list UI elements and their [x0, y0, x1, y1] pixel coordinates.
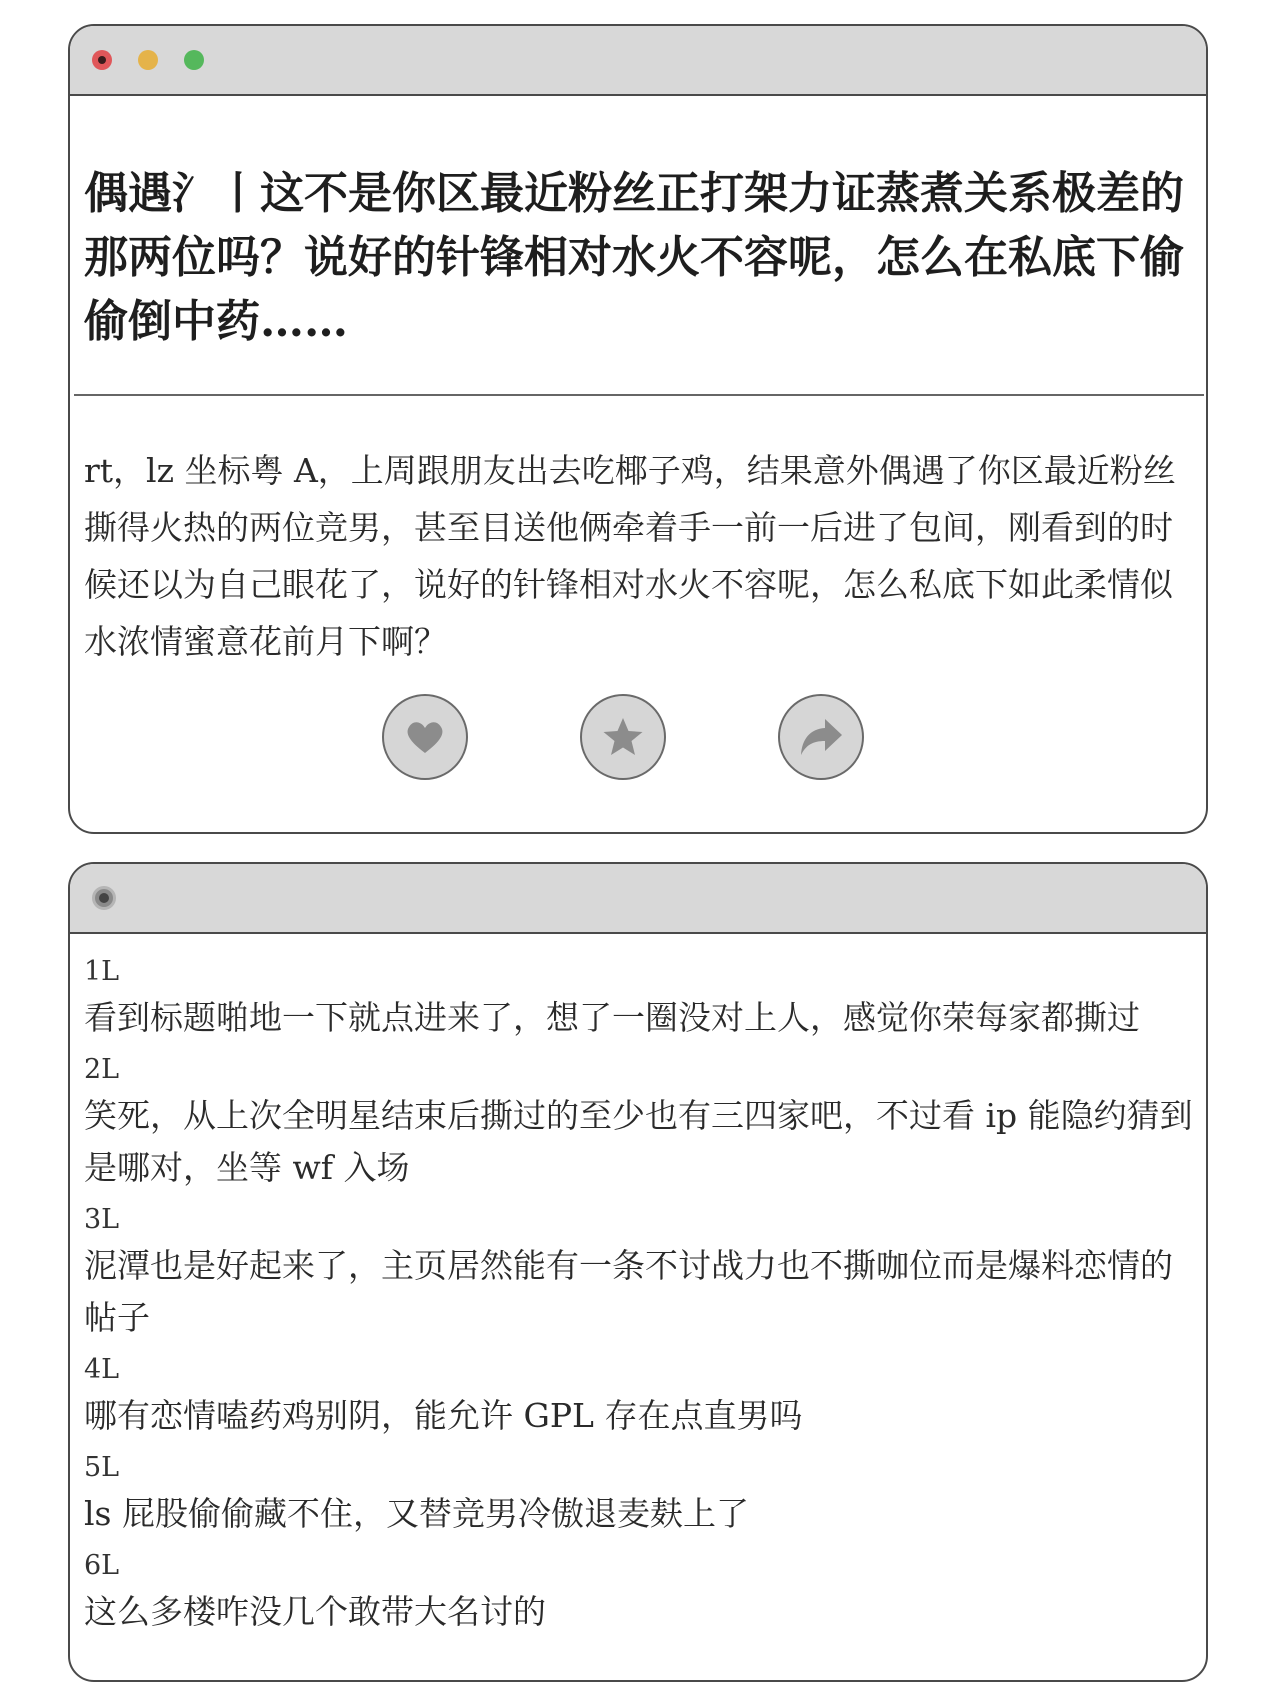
floor-label: 2L [84, 1054, 120, 1085]
maximize-dot-icon[interactable] [184, 50, 204, 70]
share-button[interactable] [778, 694, 864, 780]
comment-list [84, 946, 1204, 1638]
heart-icon [405, 719, 445, 755]
comment-text: 这么多楼咋没几个敢带大名讨的 [84, 1592, 546, 1631]
floor-label: 6L [84, 1550, 120, 1581]
post-window [68, 24, 1208, 834]
post-actions [70, 694, 1206, 784]
share-icon [799, 717, 843, 757]
comment-item [84, 1546, 1204, 1638]
comment-text: 笑死，从上次全明星结束后撕过的至少也有三四家吧，不过看 ip 能隐约猜到是哪对，坐等 wf 入场 [84, 1096, 1193, 1187]
window-dot-icon [92, 886, 116, 910]
divider [74, 394, 1204, 396]
floor-label: 4L [84, 1354, 120, 1385]
comment-item [84, 1448, 1204, 1540]
minimize-dot-icon[interactable] [138, 50, 158, 70]
comment-item [84, 952, 1204, 1044]
comment-text: ls 屁股偷偷藏不住，又替竞男冷傲退麦麸上了 [84, 1494, 749, 1533]
favorite-button[interactable] [580, 694, 666, 780]
comment-item [84, 1350, 1204, 1442]
comment-item [84, 1200, 1204, 1344]
window-titlebar [70, 26, 1206, 96]
window-titlebar [70, 864, 1206, 934]
comment-item [84, 1050, 1204, 1194]
floor-label: 3L [84, 1204, 120, 1235]
floor-label: 1L [84, 956, 120, 987]
floor-label: 5L [84, 1452, 120, 1483]
star-icon [602, 717, 644, 757]
post-title: 偶遇氵丨这不是你区最近粉丝正打架力证蒸煮关系极差的那两位吗？说好的针锋相对水火不容呢，怎么在私底下偷偷倒中药…… [84, 168, 1184, 347]
post-body: rt，lz 坐标粤 A，上周跟朋友出去吃椰子鸡，结果意外偶遇了你区最近粉丝撕得火热的两位竞男，甚至目送他俩牵着手一前一后进了包间，刚看到的时候还以为自己眼花了，说好的针锋相对水火不容呢，怎么私底下如此柔情似水浓情蜜意花前月下啊？ [84, 451, 1176, 661]
comment-text: 看到标题啪地一下就点进来了，想了一圈没对上人，感觉你荣每家都撕过 [84, 998, 1140, 1037]
comment-text: 哪有恋情嗑药鸡别阴，能允许 GPL 存在点直男吗 [84, 1396, 803, 1435]
like-button[interactable] [382, 694, 468, 780]
comment-text: 泥潭也是好起来了，主页居然能有一条不讨战力也不撕咖位而是爆料恋情的帖子 [84, 1246, 1173, 1337]
close-dot-icon[interactable] [92, 50, 112, 70]
comments-window [68, 862, 1208, 1682]
